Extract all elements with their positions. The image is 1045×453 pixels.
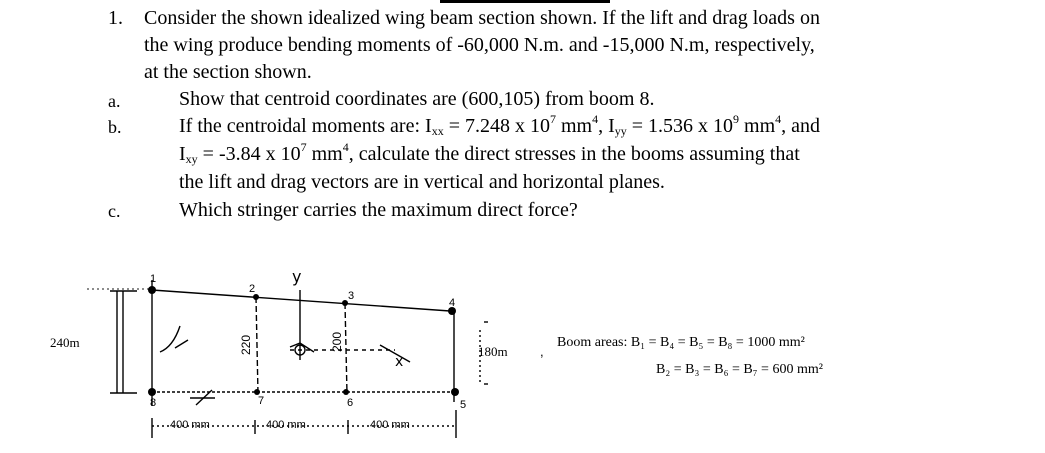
- part-c-label: c.: [108, 201, 121, 221]
- web-1: [256, 297, 258, 394]
- sketch-y-tail: [175, 340, 188, 348]
- part-b-line-1: If the centroidal moments are: $I_{xx} = 7.248$ x $10^7$ $mm^4$, $I_{yy} = 1.536$ x $10^9$ $mm^4$, and: [179, 112, 821, 138]
- question-line-3: at the section shown.: [144, 61, 312, 83]
- comma-mark: ,: [540, 344, 544, 359]
- web-2-height: 200: [330, 331, 344, 352]
- boom-4-number: 4: [449, 297, 456, 309]
- boom-7-number: 7: [258, 395, 265, 407]
- question-line-1: Consider the shown idealized wing beam section shown. If the lift and drag loads on: [144, 7, 820, 29]
- boom-6-number: 6: [347, 397, 354, 409]
- boom-5-number: 5: [460, 399, 467, 411]
- boom-1: [148, 286, 156, 294]
- web-1-height: 220: [239, 334, 253, 355]
- spacing-2: 400 mm: [266, 419, 306, 431]
- part-c-text: Which stringer carries the maximum direct force?: [179, 199, 578, 221]
- part-a-text: Show that centroid coordinates are (600,105) from boom 8.: [179, 88, 655, 110]
- boom-5: [451, 388, 459, 396]
- spacing-3: 400 mm: [370, 419, 410, 431]
- question-line-2: the wing produce bending moments of -60,000 N.m. and -15,000 N.m, respectively,: [144, 34, 815, 56]
- left-dim-label: 240m: [50, 335, 80, 350]
- boom-3-number: 3: [348, 290, 355, 302]
- boom-1-number: 1: [150, 273, 157, 285]
- boom-2-number: 2: [249, 283, 256, 295]
- y-axis-label: y: [292, 267, 302, 286]
- boom-8-number: 8: [150, 397, 157, 409]
- boom-6: [343, 389, 349, 395]
- x-axis-label: x: [395, 354, 404, 370]
- question-number: 1.: [108, 7, 123, 29]
- right-dim-label: 180m: [478, 344, 508, 359]
- boom-areas-line-2: B₂ = B₃ = B₆ = B₇ = 600 mm²: [656, 362, 823, 377]
- part-b-label: b.: [108, 117, 122, 137]
- part-b-line-3: the lift and drag vectors are in vertical and horizontal planes.: [179, 171, 665, 193]
- sketch-y-arrow: [160, 326, 180, 352]
- boom-8: [148, 388, 156, 396]
- part-b-line-2: $I_{xy} = -3.84$ x $10^7$ $mm^4$, calculate the direct stresses in the booms assuming that: [179, 140, 800, 166]
- spacing-1: 400 mm: [170, 419, 210, 431]
- boom-areas-line-1: Boom areas: B₁ = B₄ = B₅ = B₈ = 1000 mm²: [557, 335, 805, 350]
- top-skin: [152, 290, 450, 311]
- part-a-label: a.: [108, 91, 121, 111]
- web-2: [345, 303, 347, 394]
